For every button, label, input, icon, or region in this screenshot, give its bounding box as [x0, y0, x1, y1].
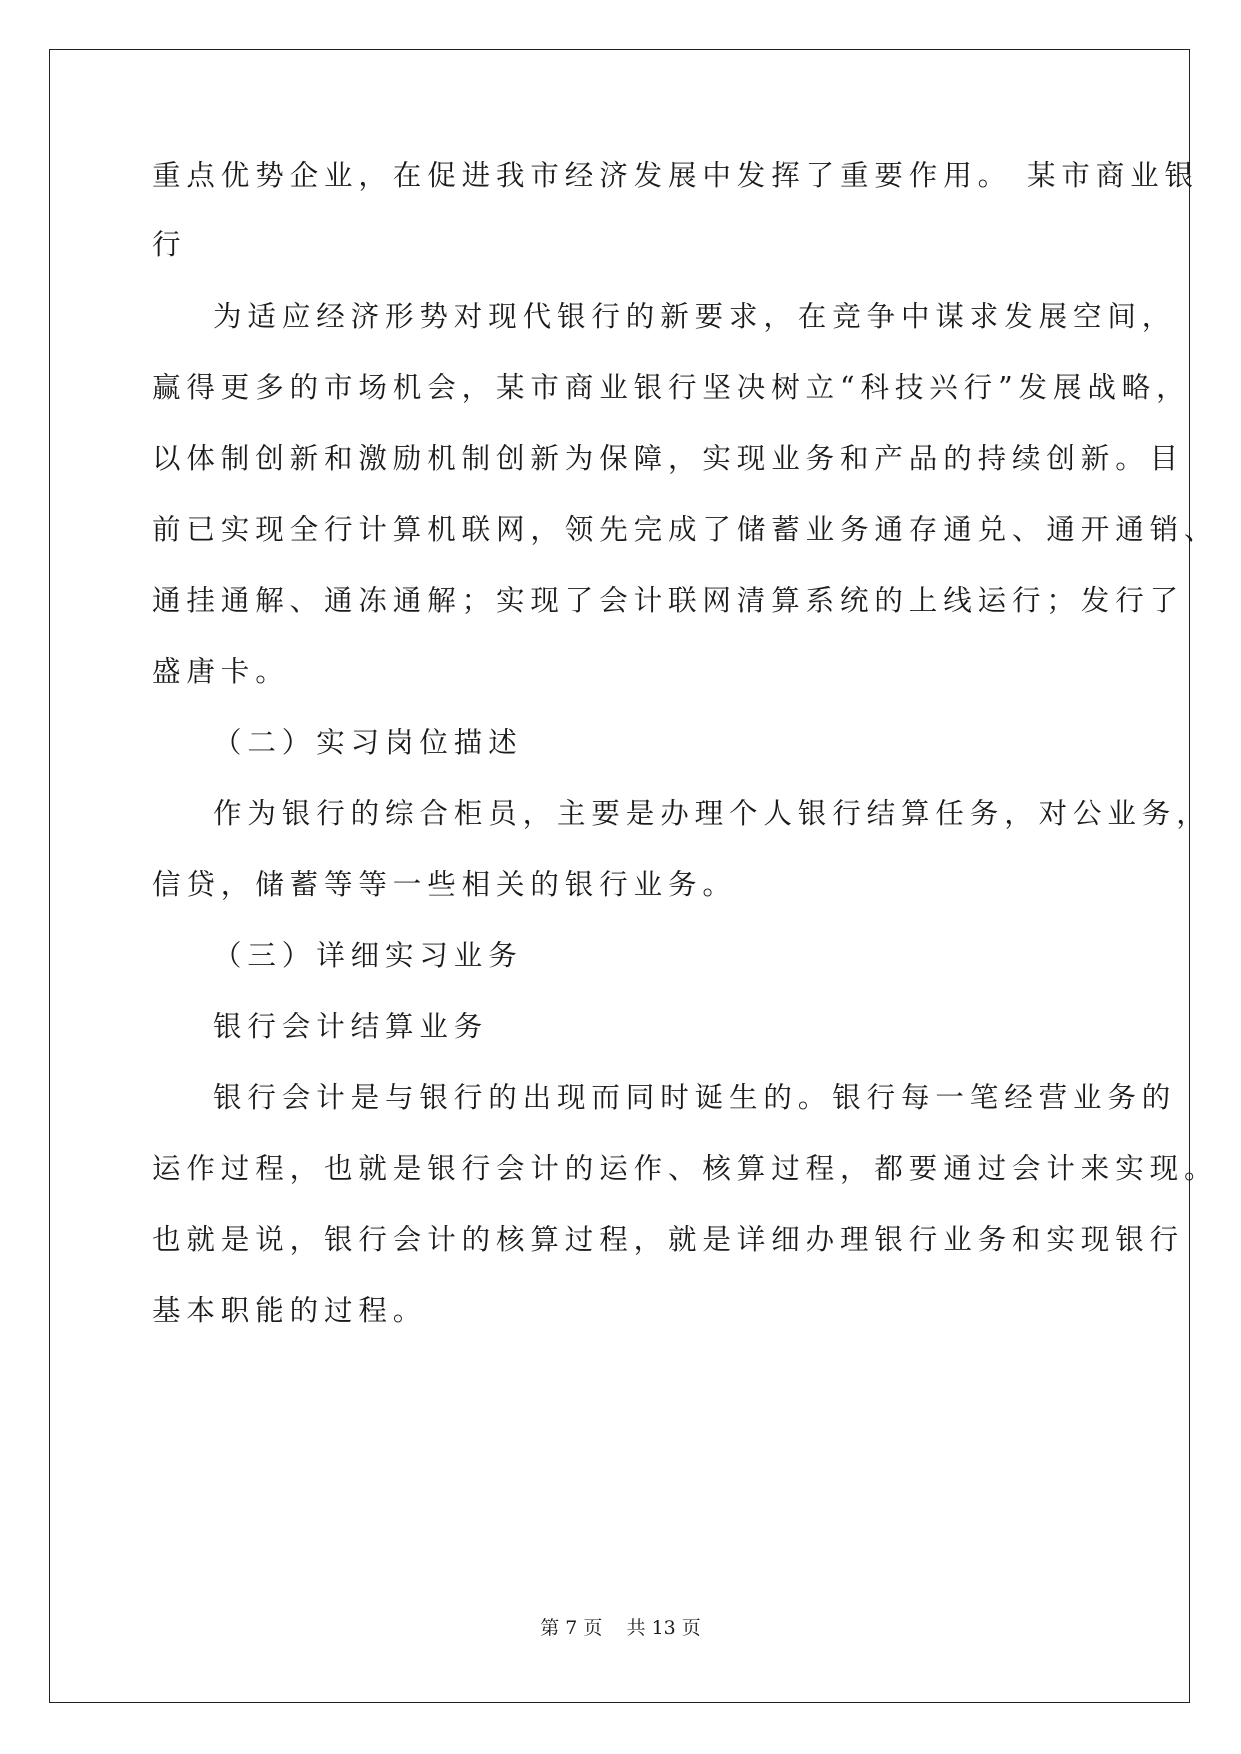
text-line: 信贷，储蓄等等一些相关的银行业务。 [152, 868, 737, 901]
paragraph-first-line: 作为银行的综合柜员，主要是办理个人银行结算任务，对公业务， [213, 797, 1211, 830]
text-line: 也就是说，银行会计的核算过程，就是详细办理银行业务和实现银行 [152, 1223, 1185, 1256]
section-heading: （三）详细实习业务 [213, 939, 523, 972]
paragraph-first-line: 银行会计是与银行的出现而同时诞生的。银行每一笔经营业务的 [213, 1081, 1177, 1114]
text-line: 重点优势企业，在促进我市经济发展中发挥了重要作用。 某市商业银 [152, 159, 1199, 192]
text-line: 前已实现全行计算机联网，领先完成了储蓄业务通存通兑、通开通销、 [152, 513, 1219, 546]
section-heading: （二）实习岗位描述 [213, 726, 523, 759]
text-line: 以体制创新和激励机制创新为保障，实现业务和产品的持续创新。目 [152, 442, 1185, 475]
paragraph-first-line: 为适应经济形势对现代银行的新要求，在竞争中谋求发展空间， [213, 300, 1177, 333]
subsection-heading: 银行会计结算业务 [213, 1010, 489, 1043]
page-number-footer: 第 7 页 共 13 页 [540, 1617, 701, 1639]
text-line: 盛唐卡。 [152, 655, 290, 688]
text-line: 运作过程，也就是银行会计的运作、核算过程，都要通过会计来实现。 [152, 1152, 1219, 1185]
text-line: 通挂通解、通冻通解；实现了会计联网清算系统的上线运行；发行了 [152, 584, 1185, 617]
text-line: 基本职能的过程。 [152, 1294, 428, 1327]
text-line: 行 [152, 228, 187, 261]
text-line: 赢得更多的市场机会，某市商业银行坚决树立“科技兴行”发展战略， [152, 371, 1191, 404]
